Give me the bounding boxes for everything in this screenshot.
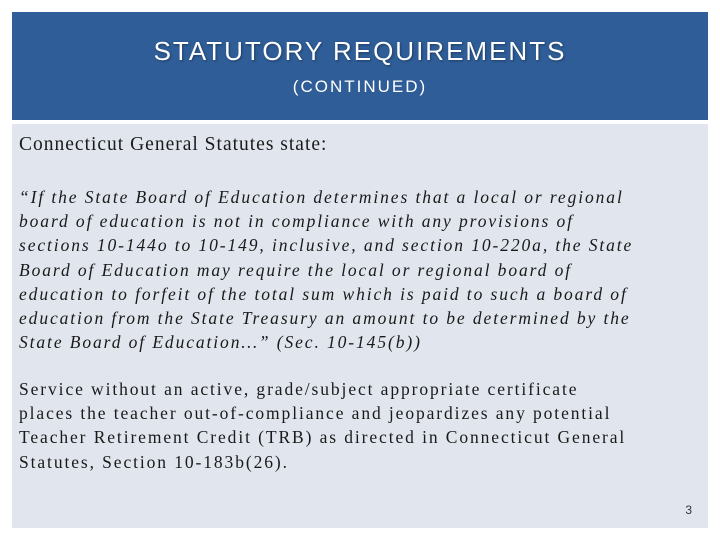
service-line: Statutes, Section 10-183b(26). bbox=[19, 451, 289, 472]
quote-line: education to forfeit of the total sum which is paid to such a board of bbox=[19, 283, 628, 304]
title-band bbox=[12, 12, 708, 120]
quote-line: education from the State Treasury an amount to be determined by the bbox=[19, 308, 631, 329]
quote-line: board of education is not in compliance with any provisions of bbox=[19, 211, 574, 232]
service-line: places the teacher out-of-compliance and jeopardizes any potential bbox=[19, 403, 612, 424]
page-number: 3 bbox=[685, 503, 692, 517]
statutes-heading: Connecticut General Statutes state: bbox=[19, 134, 328, 155]
slide-subtitle: (CONTINUED) bbox=[292, 77, 428, 96]
quote-line: “If the State Board of Education determines that a local or regional bbox=[19, 187, 624, 207]
quote-line: sections 10-144o to 10-149, inclusive, and section 10-220a, the State bbox=[19, 235, 634, 256]
slide-title: STATUTORY REQUIREMENTS bbox=[153, 36, 567, 66]
content-box bbox=[12, 124, 708, 528]
service-line: Teacher Retirement Credit (TRB) as directed in Connecticut General bbox=[19, 427, 627, 448]
service-line: Service without an active, grade/subject appropriate certificate bbox=[19, 379, 579, 399]
quote-line: Board of Education may require the local or regional board of bbox=[19, 259, 573, 280]
quote-line: State Board of Education…” (Sec. 10-145(b)) bbox=[19, 332, 422, 353]
statute-quote bbox=[19, 185, 703, 354]
service-paragraph bbox=[19, 377, 703, 474]
